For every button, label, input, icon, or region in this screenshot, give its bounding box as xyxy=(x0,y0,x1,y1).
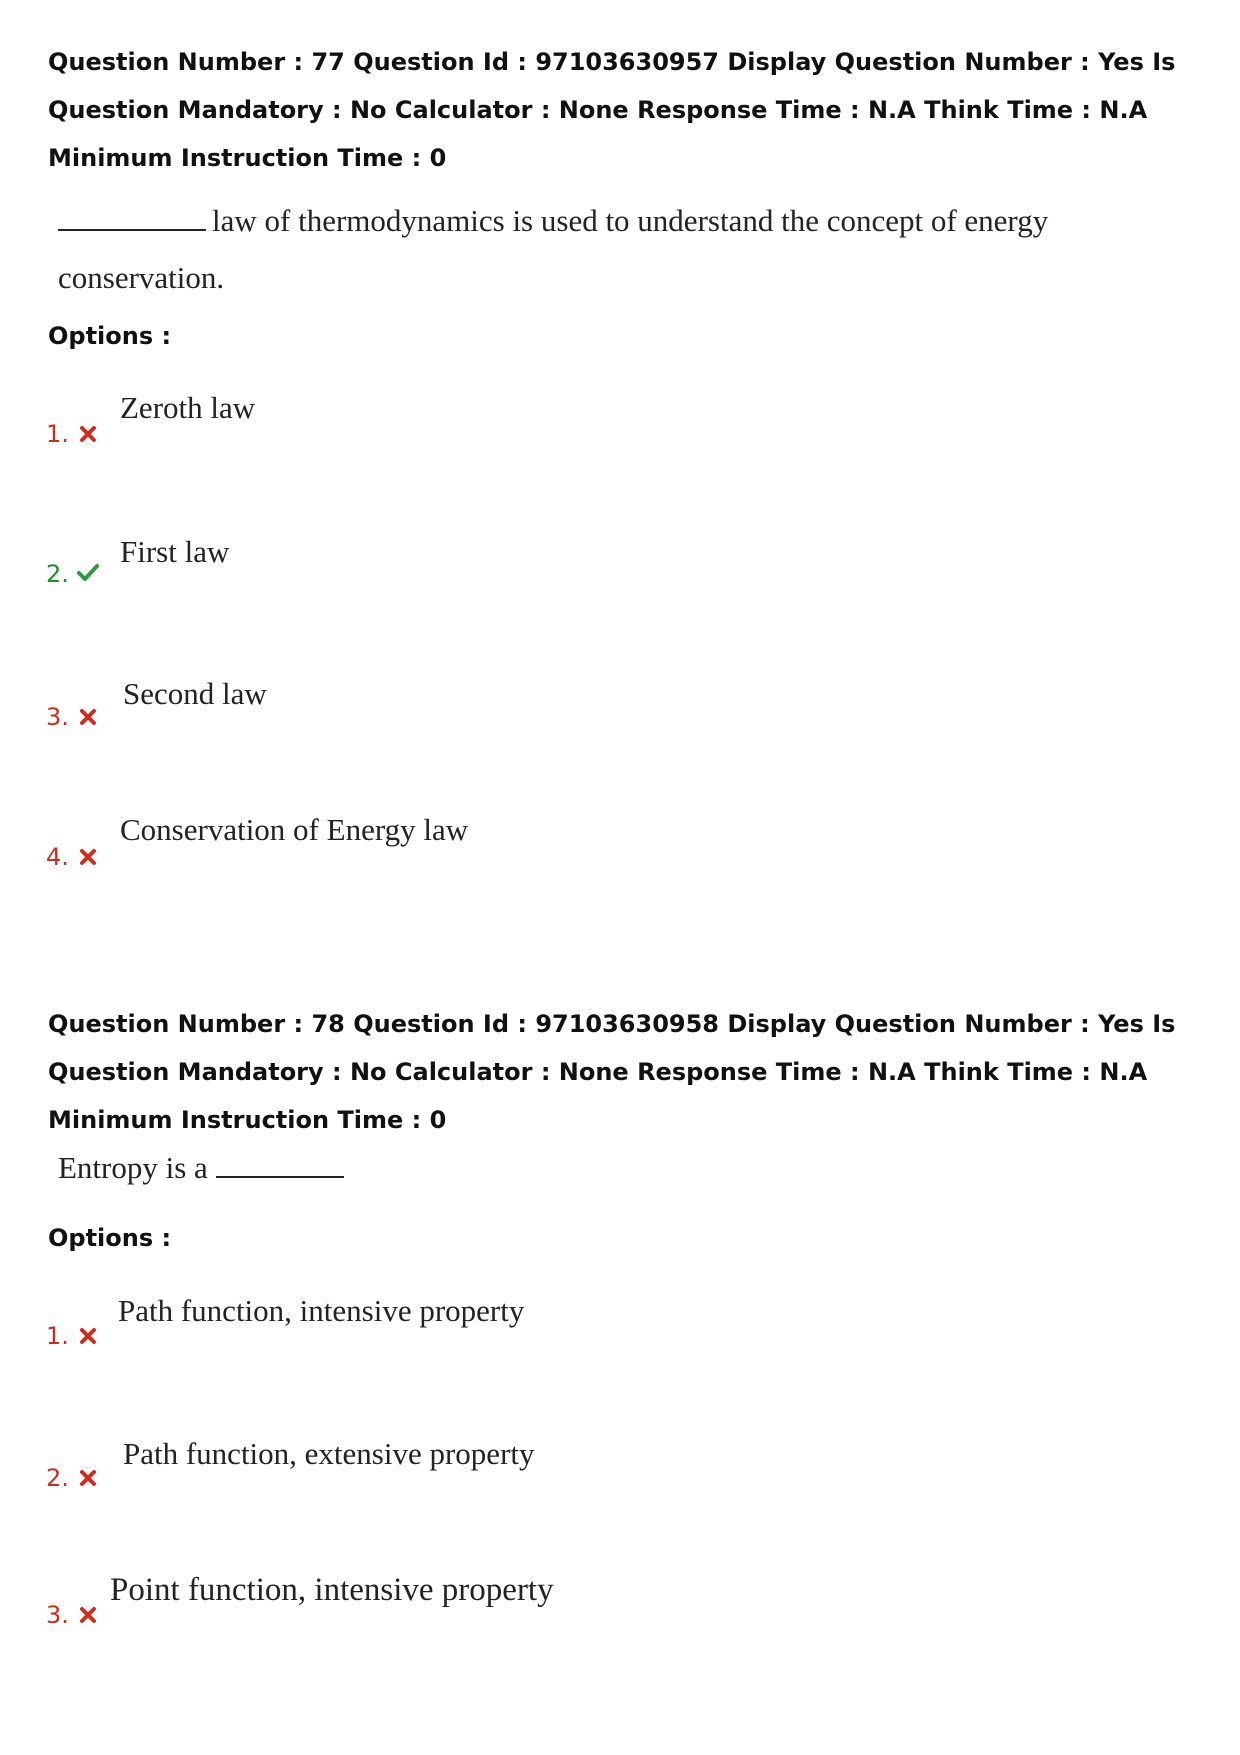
option-number: 3. xyxy=(46,1601,69,1629)
question-78-text-line xyxy=(58,1150,344,1186)
question-77-text: law of thermodynamics is used to understand the concept of energy xyxy=(212,203,1049,238)
question-78-meta: Question Number : 78 Question Id : 97103630958 Display Question Number : Yes Is Question Mandatory : No Calculator : None Response Time : N.A Think Time : N.A Minimum Instruction Time : 0 xyxy=(48,1010,1176,1134)
answer-blank xyxy=(58,228,206,231)
check-icon xyxy=(76,562,100,584)
options-heading: Options : xyxy=(48,322,172,350)
option-number: 3. xyxy=(46,703,69,731)
question-78-text: Entropy is a xyxy=(58,1150,208,1185)
option-text: Path function, extensive property xyxy=(123,1436,535,1471)
option-number: 1. xyxy=(46,1322,69,1350)
cross-icon xyxy=(78,707,98,727)
option-text: Second law xyxy=(123,676,267,711)
question-77-text-line1 xyxy=(58,203,1048,239)
options-heading: Options : xyxy=(48,1224,172,1252)
option-text: Path function, intensive property xyxy=(118,1293,525,1328)
option-text: First law xyxy=(120,534,230,569)
cross-icon xyxy=(78,1605,98,1625)
option-number: 2. xyxy=(46,1464,69,1492)
option-number: 1. xyxy=(46,420,69,448)
cross-icon xyxy=(78,847,98,867)
option-number: 2. xyxy=(46,560,69,588)
option-text: Zeroth law xyxy=(120,390,256,425)
cross-icon xyxy=(78,424,98,444)
question-77-meta: Question Number : 77 Question Id : 97103630957 Display Question Number : Yes Is Question Mandatory : No Calculator : None Response Time : N.A Think Time : N.A Minimum Instruction Time : 0 xyxy=(48,48,1176,172)
cross-icon xyxy=(78,1468,98,1488)
answer-blank xyxy=(216,1175,344,1178)
option-text: Conservation of Energy law xyxy=(120,812,469,847)
option-text: Point function, intensive property xyxy=(110,1572,554,1608)
cross-icon xyxy=(78,1326,98,1346)
question-77-text-line2: conservation. xyxy=(58,260,225,295)
option-number: 4. xyxy=(46,843,69,871)
